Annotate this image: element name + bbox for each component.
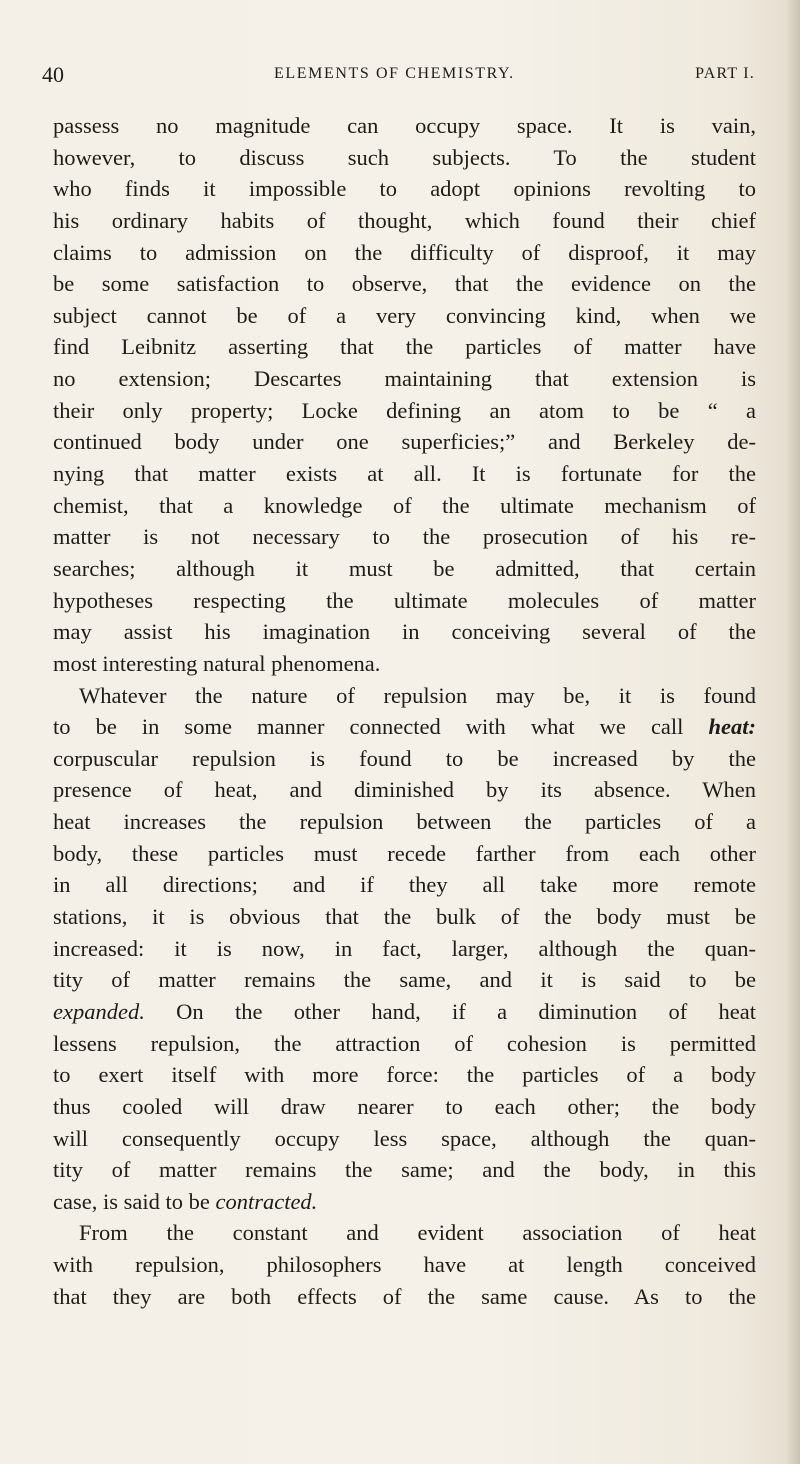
running-head [42,62,755,88]
text-line: their only property; Locke defining an atom to be “ a [53,397,756,423]
text-segment: to be in some manner connected with what we call [53,714,684,740]
text-segment: On the other hand, if a diminution of heat [176,998,756,1024]
text-line: body, these particles must recede farther from each other [53,840,756,866]
text-line: find Leibnitz asserting that the particles of matter have [53,334,756,360]
running-title: ELEMENTS OF CHEMISTRY. [274,65,515,82]
page-number: 40 [42,62,64,87]
text-line: Whatever the nature of repulsion may be, it is found [79,682,756,708]
italic-term-heat: heat: [708,714,757,740]
text-line: continued body under one superficies;” and Berkeley de- [53,429,756,455]
text-line: presence of heat, and diminished by its absence. When [53,777,756,803]
text-line: however, to discuss such subjects. To the student [53,144,756,170]
text-line: may assist his imagination in conceiving several of the [53,619,756,645]
text-line: tity of matter remains the same, and it is said to be [53,967,756,993]
text-line: no extension; Descartes maintaining that extension is [53,366,756,392]
italic-term-expanded: expanded. [53,998,145,1024]
text-line: tity of matter remains the same; and the body, in this [53,1157,756,1183]
text-line: be some satisfaction to observe, that the evidence on the [53,271,756,297]
text-line: heat increases the repulsion between the particles of a [53,809,756,835]
text-line: will consequently occupy less space, although the quan- [53,1125,756,1151]
text-segment: case, is said to be [53,1188,210,1214]
text-line: nying that matter exists at all. It is fortunate for the [53,461,756,487]
italic-term-contracted: contracted. [215,1188,318,1214]
text-line [53,1186,756,1218]
part-label: PART I. [695,65,755,82]
text-line: subject cannot be of a very convincing kind, when we [53,302,756,328]
text-line: matter is not necessary to the prosecution of his re- [53,524,756,550]
text-line [53,711,756,743]
text-line: searches; although it must be admitted, that certain [53,555,756,581]
text-line: to exert itself with more force: the particles of a body [53,1062,756,1088]
text-line: corpuscular repulsion is found to be increased by the [53,745,756,771]
text-line: that they are both effects of the same cause. As to the [53,1283,756,1309]
text-line: thus cooled will draw nearer to each other; the body [53,1093,756,1119]
page-edge-shadow [786,0,800,1464]
text-line: who finds it impossible to adopt opinions revolting to [53,176,756,202]
text-line: increased: it is now, in fact, larger, although the quan- [53,935,756,961]
text-line: hypotheses respecting the ultimate molecules of matter [53,587,756,613]
text-line: his ordinary habits of thought, which found their chief [53,207,756,233]
text-line: chemist, that a knowledge of the ultimate mechanism of [53,492,756,518]
text-line [53,996,756,1028]
body-text [53,110,756,1312]
text-line: From the constant and evident association of heat [79,1220,756,1246]
text-line: passess no magnitude can occupy space. It is vain, [53,113,756,138]
text-line: in all directions; and if they all take more remote [53,872,756,898]
text-line: with repulsion, philosophers have at length conceived [53,1252,756,1278]
text-line: lessens repulsion, the attraction of cohesion is permitted [53,1030,756,1056]
text-line: claims to admission on the difficulty of disproof, it may [53,239,756,265]
text-line: most interesting natural phenomena. [53,650,381,676]
text-line: stations, it is obvious that the bulk of the body must be [53,904,756,930]
